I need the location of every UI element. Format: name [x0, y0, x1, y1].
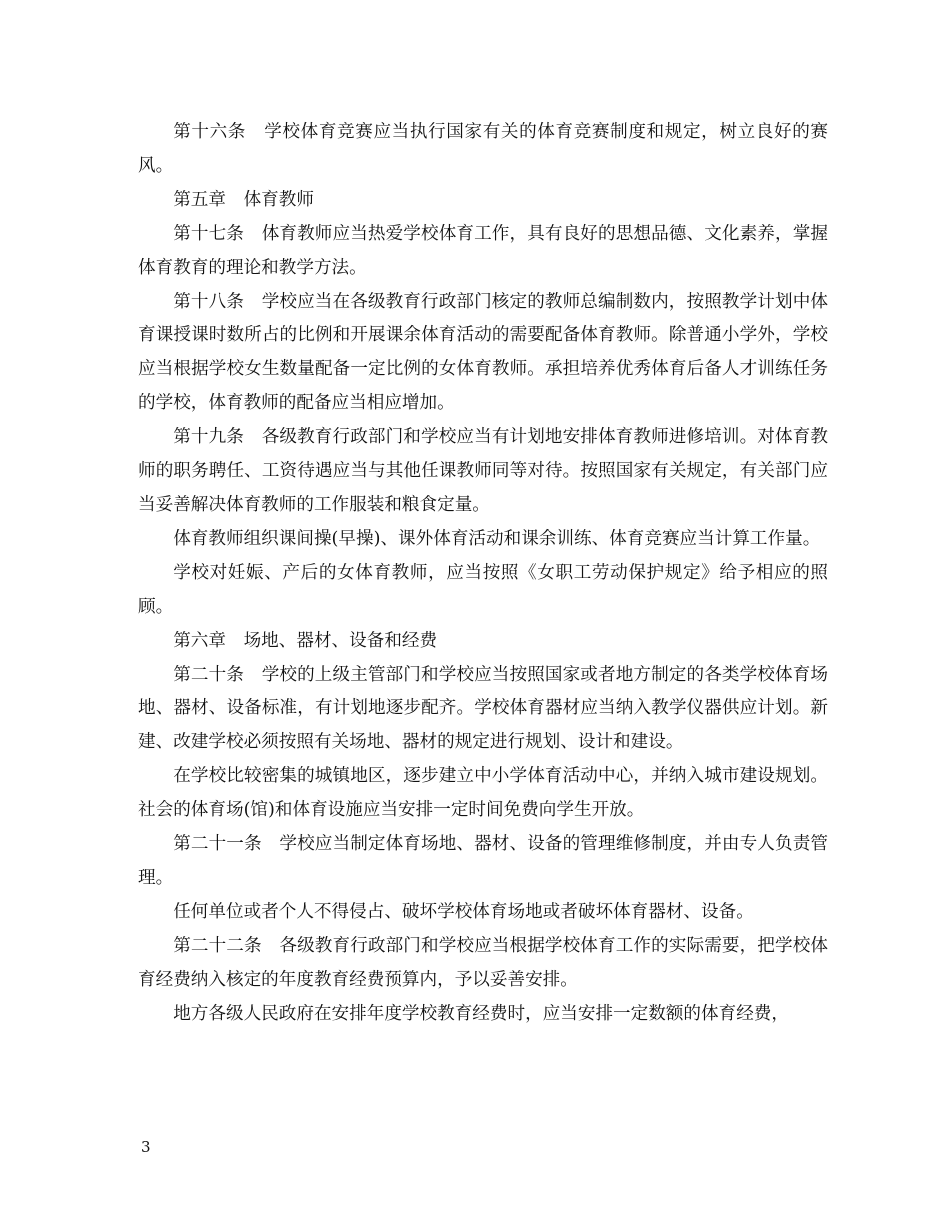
article-22: 第二十二条 各级教育行政部门和学校应当根据学校体育工作的实际需要，把学校体育经费纳入核定的年度教育经费预算内，予以妥善安排。	[138, 935, 828, 990]
document-body	[138, 116, 828, 1031]
article-17: 第十七条 体育教师应当热爱学校体育工作，具有良好的思想品德、文化素养，掌握体育教育的理论和教学方法。	[138, 223, 828, 278]
chapter-5-heading: 第五章 体育教师	[173, 189, 314, 210]
article-19-para-2: 体育教师组织课间操(早操)、课外体育活动和课余训练、体育竞赛应当计算工作量。	[173, 528, 821, 549]
article-22-para-2: 地方各级人民政府在安排年度学校教育经费时，应当安排一定数额的体育经费，	[173, 1003, 789, 1024]
article-20-para-2: 在学校比较密集的城镇地区，逐步建立中小学体育活动中心，并纳入城市建设规划。社会的体育场(馆)和体育设施应当安排一定时间免费向学生开放。	[138, 766, 828, 821]
article-21: 第二十一条 学校应当制定体育场地、器材、设备的管理维修制度，并由专人负责管理。	[138, 834, 828, 888]
article-16: 第十六条 学校体育竞赛应当执行国家有关的体育竞赛制度和规定，树立良好的赛风。	[138, 122, 828, 176]
article-18: 第十八条 学校应当在各级教育行政部门核定的教师总编制数内，按照教学计划中体育课授课时数所占的比例和开展课余体育活动的需要配备体育教师。除普通小学外，学校应当根据学校女生数量配备一定比例的女体育教师。承担培养优秀体育后备人才训练任务的学校，体育教师的配备应当相应增加。	[138, 291, 828, 414]
chapter-6-heading: 第六章 场地、器材、设备和经费	[173, 630, 438, 651]
article-19-para-3: 学校对妊娠、产后的女体育教师，应当按照《女职工劳动保护规定》给予相应的照顾。	[138, 562, 828, 617]
article-19: 第十九条 各级教育行政部门和学校应当有计划地安排体育教师进修培训。对体育教师的职务聘任、工资待遇应当与其他任课教师同等对待。按照国家有关规定，有关部门应当妥善解决体育教师的工作服装和粮食定量。	[138, 427, 828, 515]
article-20: 第二十条 学校的上级主管部门和学校应当按照国家或者地方制定的各类学校体育场地、器材、设备标准，有计划地逐步配齐。学校体育器材应当纳入教学仪器供应计划。新建、改建学校必须按照有关场地、器材的规定进行规划、设计和建设。	[138, 664, 828, 753]
page-number: 3	[141, 1138, 151, 1156]
article-21-para-2: 任何单位或者个人不得侵占、破坏学校体育场地或者破坏体育器材、设备。	[173, 901, 754, 922]
